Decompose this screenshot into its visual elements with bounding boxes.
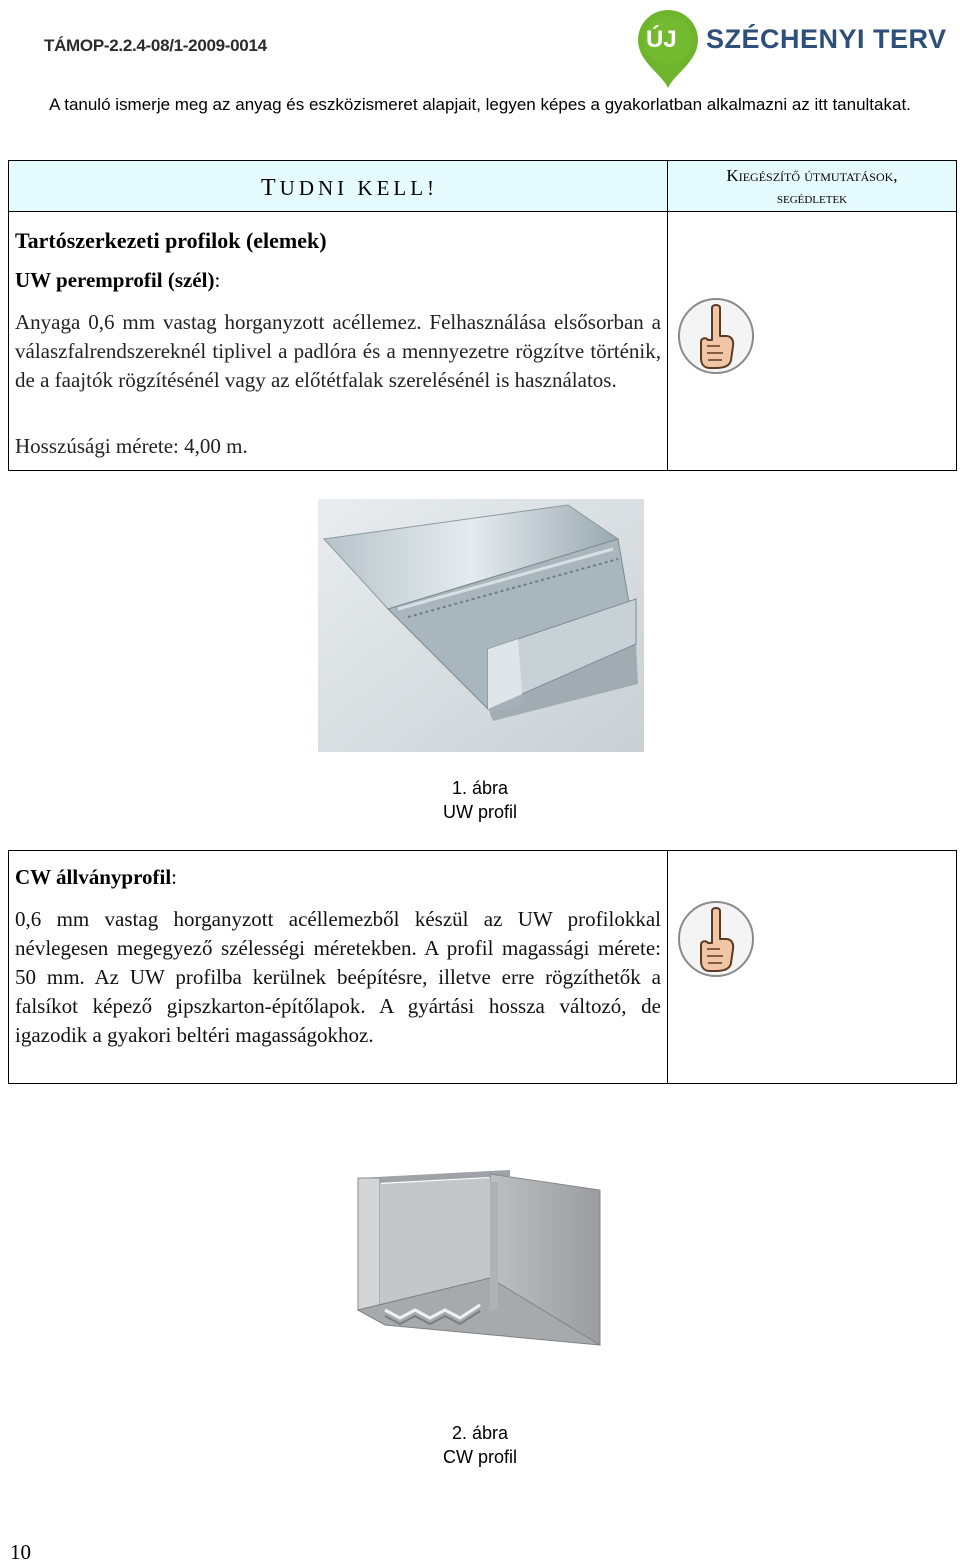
intro-text: A tanuló ismerje meg az anyag és eszközismeret alapjait, legyen képes a gyakorlatban alkalmazni az itt tanultakat.	[49, 95, 911, 114]
uw-length: Hosszúsági mérete: 4,00 m.	[15, 434, 248, 458]
cw-subheading: CW állványprofil:	[15, 865, 178, 889]
cw-description: 0,6 mm vastag horganyzott acéllemezből készül az UW profilokkal névlegesen megegyező szélességi méretekben. A profil magassági mérete: 50 mm. Az UW profilba kerülnek beépítésre, illetve erre rögzíthetők a falsíkot képező gipszkarton-építőlapok. A gyártási hossza változó, de igazodik a gyakori beltéri magasságokhoz.	[15, 907, 661, 1047]
figure1-title: UW profil	[442, 802, 517, 822]
logo-mark: ÚJ	[646, 26, 677, 53]
raised-finger-hand-icon	[676, 899, 756, 979]
tudni-kell-header	[8, 160, 668, 212]
figure2-title: CW profil	[442, 1447, 517, 1467]
tudni-kell-title: TUDNI KELL!	[261, 175, 439, 201]
figure2-caption	[0, 1421, 960, 1469]
cw-profile-drawing	[340, 1160, 620, 1400]
uw-profile-photo	[318, 499, 644, 752]
figure1-caption	[0, 776, 960, 824]
page-number: 10	[10, 1540, 31, 1564]
uw-description: Anyaga 0,6 mm vastag horganyzott acéllemez. Felhasználása elsősorban a válaszfalrendszereknél tiplivel a padlóra és a mennyezetre rögzítve történik, de a faajtók rögzítésénél vagy az előtétfalak szerelésénél is használatos.	[15, 310, 661, 392]
szechenyi-logo	[632, 8, 947, 90]
logo-text: SZÉCHENYI TERV	[706, 24, 947, 54]
kiegeszito-header	[667, 160, 957, 212]
project-code: TÁMOP-2.2.4-08/1-2009-0014	[44, 36, 267, 55]
kiegeszito-title: Kiegészítő útmutatások, segédletek	[726, 166, 898, 207]
section2-content	[8, 850, 668, 1084]
section1-hints	[667, 211, 957, 471]
section-heading: Tartószerkezeti profilok (elemek)	[15, 228, 327, 253]
raised-finger-hand-icon	[676, 296, 756, 376]
figure2-number: 2. ábra	[451, 1423, 509, 1443]
section2-hints	[667, 850, 957, 1084]
section1-content	[8, 211, 668, 471]
uw-subheading: UW peremprofil (szél):	[15, 268, 221, 292]
figure1-number: 1. ábra	[451, 778, 509, 798]
